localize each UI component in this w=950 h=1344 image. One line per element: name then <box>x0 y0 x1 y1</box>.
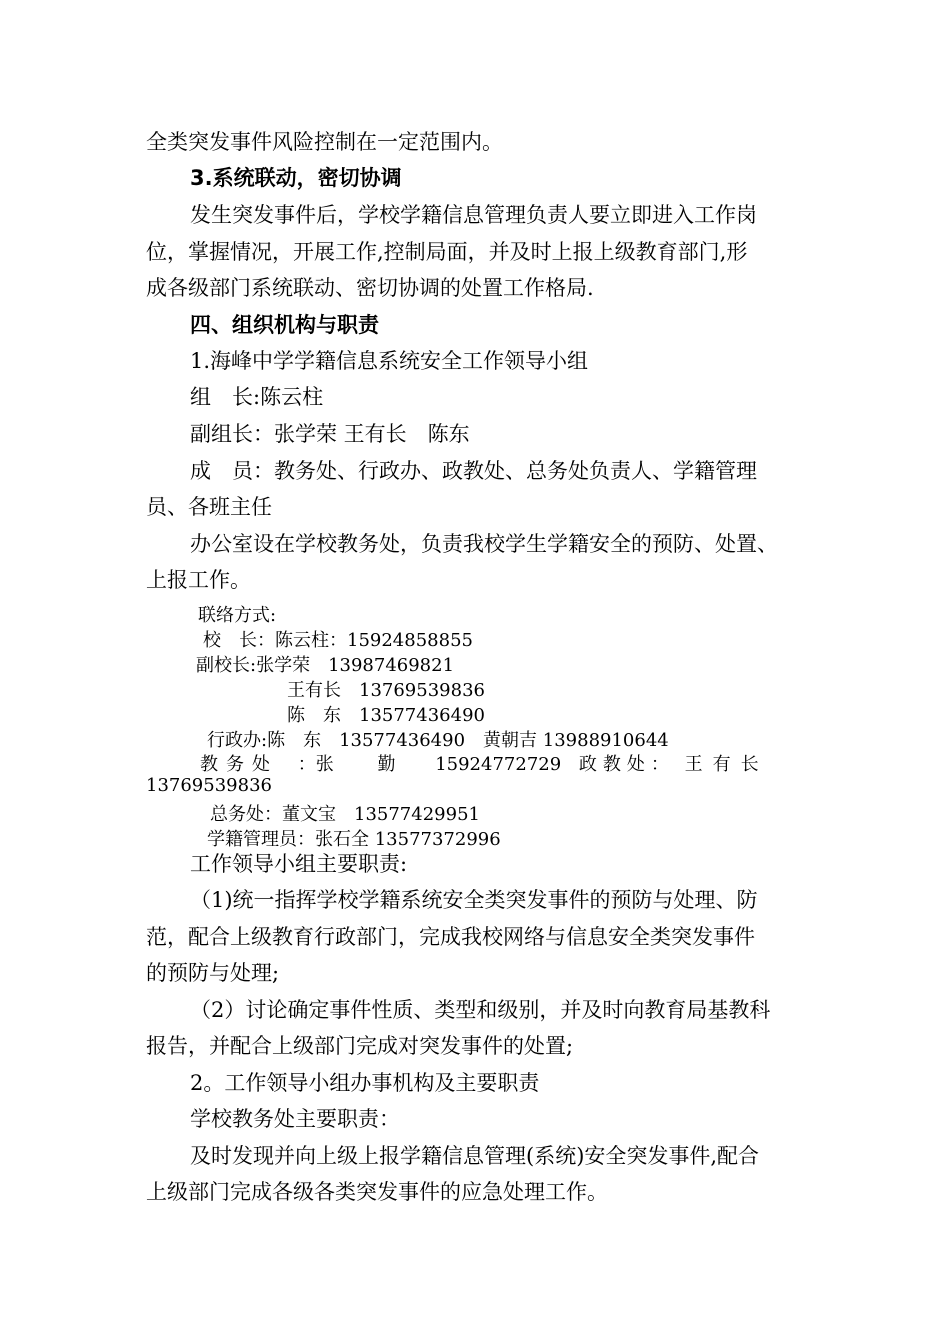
contact-line: 行政办:陈 东 13577436490 黄朝吉 13988910644 <box>207 730 669 751</box>
subsection-heading: 2。工作领导小组办事机构及主要职责 <box>190 1071 540 1095</box>
paragraph-line: 学校教务处主要职责： <box>190 1107 400 1131</box>
paragraph-line: 上级部门完成各级各类突发事件的应急处理工作。 <box>146 1180 608 1204</box>
duties-heading: 工作领导小组主要职责: <box>190 852 408 876</box>
paragraph-line: （2）讨论确定事件性质、类型和级别，并及时向教育局基教科 <box>190 998 771 1022</box>
section-heading: 3.系统联动，密切协调 <box>190 166 402 190</box>
paragraph-line: 成各级部门系统联动、密切协调的处置工作格局. <box>146 276 594 300</box>
contact-line: 总务处：董文宝 13577429951 <box>210 804 480 825</box>
contact-line: 校 长：陈云柱：15924858855 <box>203 630 473 651</box>
paragraph-line: 位，掌握情况，开展工作,控制局面，并及时上报上级教育部门,形 <box>146 240 748 264</box>
paragraph-line: 办公室设在学校教务处，负责我校学生学籍安全的预防、处置、 <box>190 532 778 556</box>
contact-line: 陈 东 13577436490 <box>287 705 485 726</box>
contact-part: ：张 <box>297 754 334 775</box>
paragraph-line: （1)统一指挥学校学籍系统安全类突发事件的预防与处理、防 <box>190 888 758 912</box>
contact-line: 王有长 13769539836 <box>287 680 485 701</box>
contact-line: 13769539836 <box>146 775 272 796</box>
members-line: 成 员：教务处、行政办、政教处、总务处负责人、学籍管理 <box>190 459 757 483</box>
paragraph-line: 的预防与处理; <box>146 961 280 985</box>
contact-part: 政教处： <box>578 754 675 775</box>
contact-line: 学籍管理员：张石全 13577372996 <box>207 829 501 850</box>
subsection-heading: 1.海峰中学学籍信息系统安全工作领导小组 <box>190 349 589 373</box>
deputy-leader-line: 副组长：张学荣 王有长 陈东 <box>190 422 470 446</box>
contact-part: 王有长 <box>684 754 769 775</box>
paragraph-line: 及时发现并向上级上报学籍信息管理(系统)安全突发事件,配合 <box>190 1144 760 1168</box>
contact-part: 教务处 <box>200 754 278 775</box>
paragraph-line: 范，配合上级教育行政部门，完成我校网络与信息安全类突发事件 <box>146 925 755 949</box>
paragraph-line: 全类突发事件风险控制在一定范围内。 <box>146 130 503 154</box>
section-heading: 四、组织机构与职责 <box>190 313 379 337</box>
members-line: 员、各班主任 <box>146 495 272 519</box>
contact-part: 15924772729 <box>435 754 562 775</box>
contact-line-justified <box>200 750 804 776</box>
contact-line: 副校长:张学荣 13987469821 <box>196 655 455 676</box>
paragraph-line: 发生突发事件后，学校学籍信息管理负责人要立即进入工作岗 <box>190 203 757 227</box>
contact-part: 勤 <box>377 754 396 775</box>
contact-heading: 联络方式: <box>198 605 277 626</box>
paragraph-line: 上报工作。 <box>146 568 251 592</box>
paragraph-line: 报告，并配合上级部门完成对突发事件的处置; <box>146 1034 574 1058</box>
leader-line: 组 长:陈云柱 <box>190 385 324 409</box>
